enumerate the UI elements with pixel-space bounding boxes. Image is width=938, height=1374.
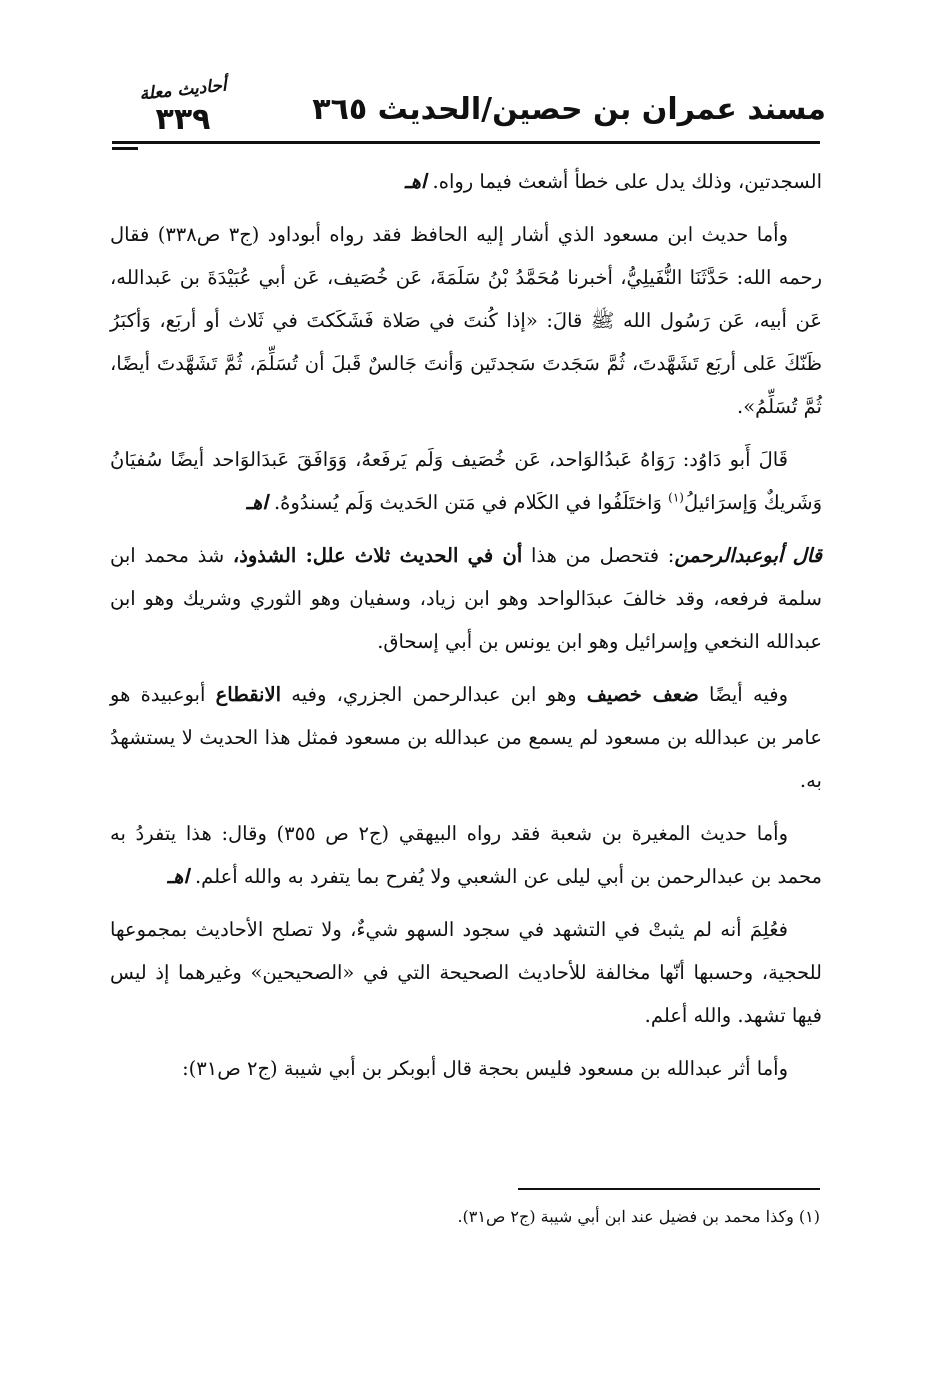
paragraph-8	[110, 1047, 822, 1090]
paragraph-text: السجدتين، وذلك يدل على خطأ أشعث فيما رواه.	[432, 170, 822, 193]
running-head-title: مسند عمران بن حصين/الحديث ٣٦٥	[312, 92, 826, 127]
paragraph-7	[110, 908, 822, 1037]
footnote	[220, 1204, 820, 1230]
end-mark: اهـ	[404, 170, 427, 193]
paragraph-text: فعُلِمَ أنه لم يثبتْ في التشهد في سجود السهو شيءٌ، ولا تصلح الأحاديث بمجموعها للحجية، وحسبها أنّها مخالفة للأحاديث الصحيحة التي في «الصحيحين» وغيرهما إذ ليس فيها تشهد. والله أعلم.	[110, 918, 822, 1027]
paragraph-text: وأما أثر عبدالله بن مسعود فليس بحجة قال أبوبكر بن أبي شيبة (ج٢ ص٣١):	[182, 1057, 788, 1080]
paragraph-text: وفيه أيضًا	[709, 683, 789, 706]
footnote-text: وكذا محمد بن فضيل عند ابن أبي شيبة (ج٢ ص٣١).	[457, 1207, 794, 1226]
paragraph-text: أبوعبيدة هو عامر بن عبدالله بن مسعود لم يسمع من عبدالله بن مسعود فمثل هذا الحديث لا يستشهدُ به.	[110, 683, 822, 792]
footnote-number: (١)	[798, 1207, 820, 1226]
bold-phrase: أن في الحديث ثلاث علل: الشذوذ،	[232, 544, 523, 567]
header-rule	[112, 141, 820, 144]
paragraph-3	[110, 438, 822, 524]
footnote-reference[interactable]: (١)	[668, 490, 684, 505]
main-text	[110, 160, 822, 1100]
bold-phrase: الانقطاع	[215, 683, 282, 706]
paragraph-text: قَالَ أَبو دَاوُد: رَوَاهُ عَبدُالوَاحد، عَن خُصَيف وَلَم يَرفَعهُ، وَوَافَقَ عَبدَالوَاحد أيضًا سُفيَانُ وَشَريكٌ وَإسرَائيلُ	[110, 448, 822, 514]
bold-phrase: ضعف خصيف	[586, 683, 699, 706]
end-mark: اهـ	[167, 865, 189, 888]
paragraph-text: : فتحصل من هذا	[530, 544, 675, 567]
paragraph-text: وأما حديث المغيرة بن شعبة فقد رواه البيهقي (ج٢ ص ٣٥٥) وقال: هذا يتفردُ به محمد بن عبدالرحمن بن أبي ليلى عن الشعبي ولا يُفرح بما يتفرد به والله أعلم.	[110, 822, 822, 888]
paragraph-6	[110, 812, 822, 898]
paragraph-2	[110, 213, 822, 428]
paragraph-text: وأما حديث ابن مسعود الذي أشار إليه الحافظ فقد رواه أبوداود (ج٣ ص٣٣٨) فقال رحمه الله: حَدَّثَنَا النُّفَيلِيُّ، أخبرنا مُحَمَّدُ بْنُ سَلَمَةَ، عَن خُصَيف، عَن أبي عُبَيْدَةَ بن عَبدالله، عَن أبيه، عَن رَسُول الله ﷺ قالَ: «إذا كُنتَ في صَلاة فَشَكَكتَ في ثَلاث أو أربَع، وَأكبَرُ ظَنّكَ عَلى أربَع تَشَهَّدتَ، ثُمَّ سَجَدتَ سَجدتَين وَأنتَ جَالسٌ قَبلَ أن تُسَلِّمَ، ثُمَّ تَشَهَّدتَ أيضًا، ثُمَّ تُسَلِّمُ».	[110, 223, 822, 418]
running-head-left	[118, 75, 248, 137]
paragraph-1	[110, 160, 822, 203]
paragraph-text: وهو ابن عبدالرحمن الجزري، وفيه	[291, 683, 577, 706]
author-signature: قال أبوعبدالرحمن	[674, 544, 823, 567]
page-number: ٣٣٩	[155, 102, 211, 137]
series-title: أحاديث معلة	[138, 75, 228, 105]
paragraph-text: شذ محمد ابن سلمة فرفعه، وقد خالفَ عبدَالواحد وهو ابن زياد، وسفيان وهو الثوري وشريك وهو ابن عبدالله النخعي وإسرائيل وهو ابن يونس بن أبي إسحاق.	[110, 544, 822, 653]
paragraph-4	[110, 534, 822, 663]
header-rule-short	[112, 147, 138, 150]
paragraph-5	[110, 673, 822, 802]
end-mark: اهـ	[246, 491, 268, 514]
footnote-separator	[518, 1188, 820, 1190]
paragraph-text: وَاختَلَفُوا في الكَلام في مَتن الحَديث وَلَم يُسندُوهُ.	[273, 491, 662, 514]
